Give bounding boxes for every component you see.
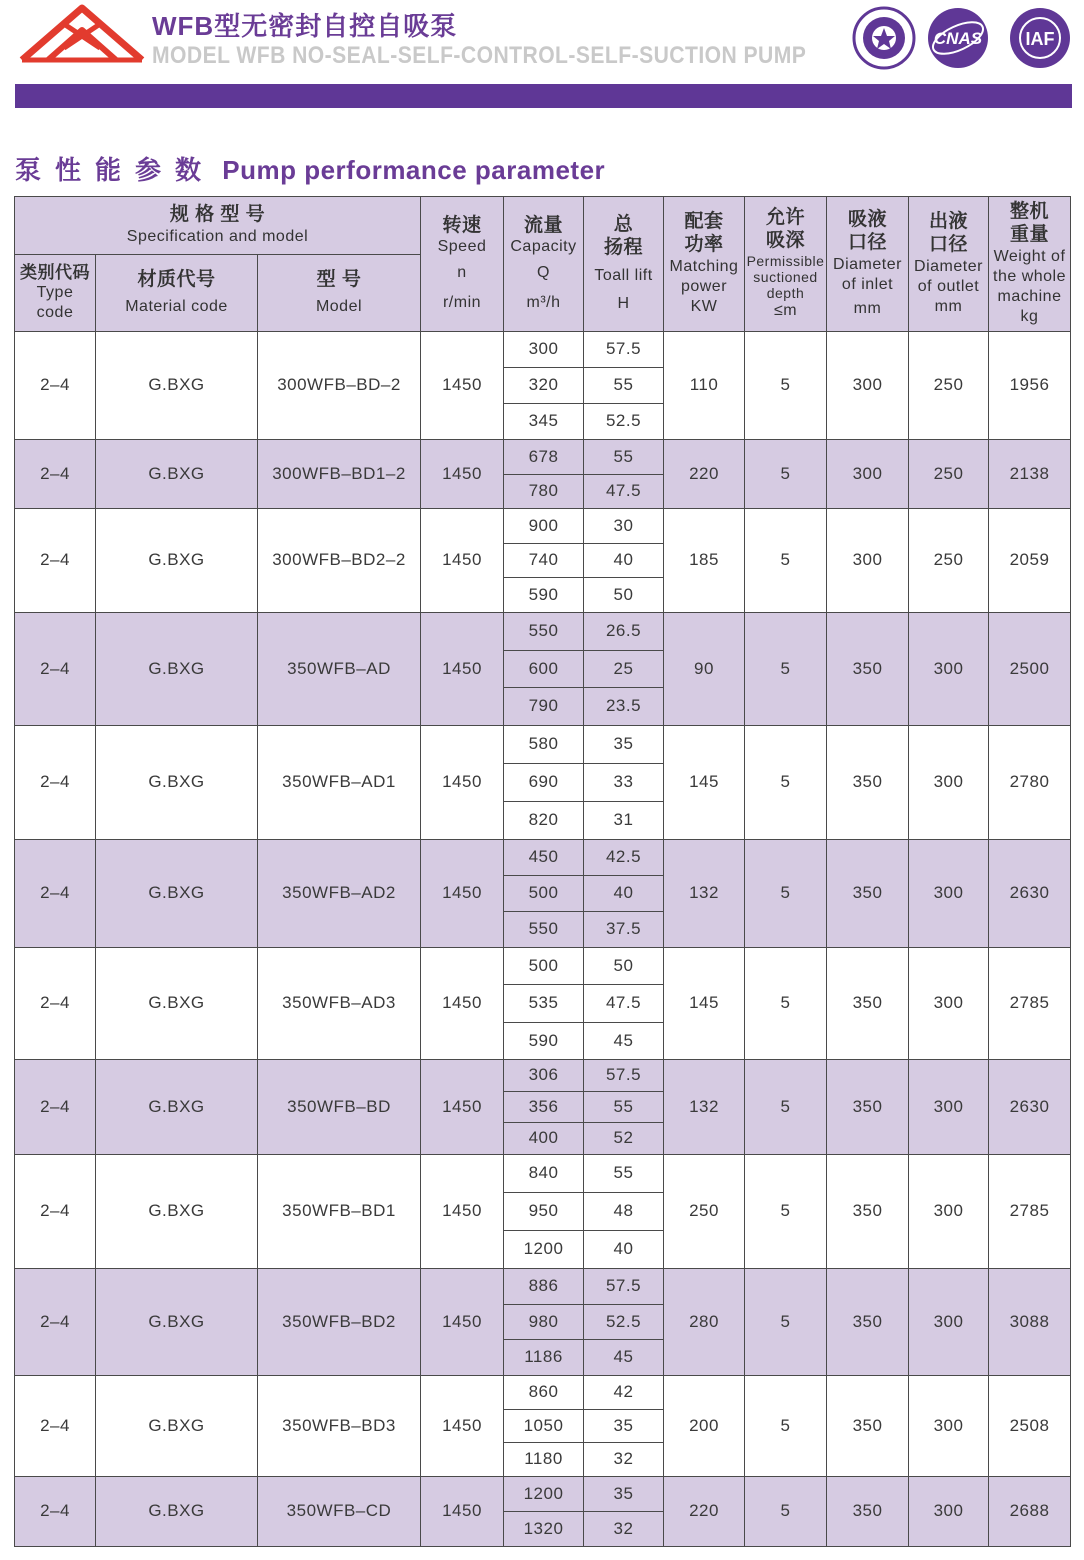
outlet-cell: 250 xyxy=(909,509,989,613)
inlet-cell: 300 xyxy=(827,332,909,440)
capacity-cell: 860 xyxy=(504,1375,584,1409)
material-cell: G.BXG xyxy=(96,509,258,613)
cnas-badge-icon xyxy=(928,8,988,68)
lift-cell: 55 xyxy=(584,1154,664,1192)
type-cell: 2–4 xyxy=(15,1059,96,1154)
header-spec: 规 格 型 号 Specification and model xyxy=(15,197,421,255)
speed-cell: 1450 xyxy=(421,1476,504,1546)
weight-cell: 2508 xyxy=(989,1375,1071,1476)
depth-cell: 5 xyxy=(745,612,827,725)
lift-cell: 31 xyxy=(584,801,664,839)
outlet-cell: 300 xyxy=(909,1059,989,1154)
material-cell: G.BXG xyxy=(96,440,258,509)
capacity-cell: 1320 xyxy=(504,1511,584,1546)
outlet-cell: 300 xyxy=(909,1154,989,1268)
capacity-cell: 306 xyxy=(504,1059,584,1091)
model-cell: 350WFB–BD3 xyxy=(258,1375,421,1476)
capacity-cell: 690 xyxy=(504,763,584,801)
depth-cell: 5 xyxy=(745,509,827,613)
capacity-cell: 740 xyxy=(504,543,584,578)
speed-cell: 1450 xyxy=(421,612,504,725)
material-cell: G.BXG xyxy=(96,332,258,440)
capacity-cell: 590 xyxy=(504,1022,584,1059)
lift-cell: 32 xyxy=(584,1511,664,1546)
capacity-cell: 790 xyxy=(504,688,584,726)
cnas-label: CNAS xyxy=(933,29,983,48)
weight-cell: 2780 xyxy=(989,725,1071,839)
capacity-cell: 980 xyxy=(504,1304,584,1340)
capacity-cell: 450 xyxy=(504,839,584,875)
material-cell: G.BXG xyxy=(96,839,258,947)
lift-cell: 35 xyxy=(584,725,664,763)
speed-cell: 1450 xyxy=(421,839,504,947)
type-cell: 2–4 xyxy=(15,440,96,509)
depth-cell: 5 xyxy=(745,1268,827,1375)
speed-cell: 1450 xyxy=(421,947,504,1059)
lift-cell: 40 xyxy=(584,543,664,578)
power-cell: 145 xyxy=(664,725,745,839)
material-cell: G.BXG xyxy=(96,612,258,725)
header-divider-bar xyxy=(15,84,1072,108)
outlet-cell: 300 xyxy=(909,1476,989,1546)
table-row xyxy=(15,332,1071,368)
iaf-badge-icon xyxy=(1010,8,1070,68)
capacity-cell: 345 xyxy=(504,404,584,440)
lift-cell: 55 xyxy=(584,368,664,404)
type-cell: 2–4 xyxy=(15,839,96,947)
capacity-cell: 590 xyxy=(504,578,584,613)
capacity-cell: 950 xyxy=(504,1192,584,1230)
lift-cell: 35 xyxy=(584,1476,664,1511)
depth-cell: 5 xyxy=(745,1375,827,1476)
lift-cell: 42 xyxy=(584,1375,664,1409)
type-cell: 2–4 xyxy=(15,1476,96,1546)
weight-cell: 2785 xyxy=(989,1154,1071,1268)
inlet-cell: 350 xyxy=(827,1059,909,1154)
speed-cell: 1450 xyxy=(421,1268,504,1375)
table-row xyxy=(15,1154,1071,1192)
lift-cell: 55 xyxy=(584,1091,664,1123)
depth-cell: 5 xyxy=(745,839,827,947)
capacity-cell: 580 xyxy=(504,725,584,763)
capacity-cell: 1200 xyxy=(504,1230,584,1268)
capacity-cell: 678 xyxy=(504,440,584,475)
model-cell: 350WFB–BD2 xyxy=(258,1268,421,1375)
lift-cell: 48 xyxy=(584,1192,664,1230)
capacity-cell: 1186 xyxy=(504,1340,584,1376)
china-cert-seal-icon xyxy=(854,8,914,68)
inlet-cell: 300 xyxy=(827,440,909,509)
power-cell: 200 xyxy=(664,1375,745,1476)
outlet-cell: 300 xyxy=(909,1375,989,1476)
header-power: 配套 功率 Matching power KW xyxy=(664,197,745,332)
lift-cell: 40 xyxy=(584,875,664,911)
inlet-cell: 350 xyxy=(827,1268,909,1375)
capacity-cell: 780 xyxy=(504,474,584,509)
lift-cell: 26.5 xyxy=(584,612,664,650)
inlet-cell: 350 xyxy=(827,612,909,725)
inlet-cell: 350 xyxy=(827,947,909,1059)
model-cell: 350WFB–BD xyxy=(258,1059,421,1154)
material-cell: G.BXG xyxy=(96,1059,258,1154)
weight-cell: 2688 xyxy=(989,1476,1071,1546)
speed-cell: 1450 xyxy=(421,509,504,613)
outlet-cell: 300 xyxy=(909,1268,989,1375)
inlet-cell: 350 xyxy=(827,1375,909,1476)
depth-cell: 5 xyxy=(745,947,827,1059)
table-header xyxy=(15,197,1071,332)
certification-badges xyxy=(852,6,1074,72)
inlet-cell: 350 xyxy=(827,839,909,947)
table-row xyxy=(15,1375,1071,1409)
lift-cell: 50 xyxy=(584,578,664,613)
type-cell: 2–4 xyxy=(15,612,96,725)
lift-cell: 30 xyxy=(584,509,664,544)
model-cell: 350WFB–CD xyxy=(258,1476,421,1546)
outlet-cell: 250 xyxy=(909,332,989,440)
weight-cell: 2630 xyxy=(989,839,1071,947)
power-cell: 250 xyxy=(664,1154,745,1268)
depth-cell: 5 xyxy=(745,1476,827,1546)
type-cell: 2–4 xyxy=(15,1154,96,1268)
header-lift: 总 扬程 Toall lift H xyxy=(584,197,664,332)
material-cell: G.BXG xyxy=(96,947,258,1059)
power-cell: 280 xyxy=(664,1268,745,1375)
weight-cell: 2500 xyxy=(989,612,1071,725)
weight-cell: 2138 xyxy=(989,440,1071,509)
capacity-cell: 300 xyxy=(504,332,584,368)
table-row xyxy=(15,1059,1071,1091)
depth-cell: 5 xyxy=(745,332,827,440)
performance-table-container xyxy=(14,196,1070,1546)
depth-cell: 5 xyxy=(745,725,827,839)
model-cell: 350WFB–AD1 xyxy=(258,725,421,839)
power-cell: 220 xyxy=(664,1476,745,1546)
lift-cell: 33 xyxy=(584,763,664,801)
type-cell: 2–4 xyxy=(15,332,96,440)
model-cell: 350WFB–BD1 xyxy=(258,1154,421,1268)
page-header xyxy=(0,0,1084,110)
capacity-cell: 535 xyxy=(504,985,584,1022)
power-cell: 90 xyxy=(664,612,745,725)
power-cell: 132 xyxy=(664,1059,745,1154)
lift-cell: 52 xyxy=(584,1123,664,1155)
speed-cell: 1450 xyxy=(421,1375,504,1476)
lift-cell: 23.5 xyxy=(584,688,664,726)
header-type-code: 类别代码 Type code xyxy=(15,255,96,332)
capacity-cell: 1200 xyxy=(504,1476,584,1511)
outlet-cell: 300 xyxy=(909,947,989,1059)
power-cell: 145 xyxy=(664,947,745,1059)
lift-cell: 57.5 xyxy=(584,1059,664,1091)
speed-cell: 1450 xyxy=(421,725,504,839)
lift-cell: 52.5 xyxy=(584,404,664,440)
iaf-label: IAF xyxy=(1025,29,1055,49)
depth-cell: 5 xyxy=(745,1059,827,1154)
speed-cell: 1450 xyxy=(421,1059,504,1154)
capacity-cell: 356 xyxy=(504,1091,584,1123)
material-cell: G.BXG xyxy=(96,1375,258,1476)
header-material: 材质代号 Material code xyxy=(96,255,258,332)
type-cell: 2–4 xyxy=(15,725,96,839)
table-row xyxy=(15,947,1071,984)
table-row xyxy=(15,509,1071,544)
lift-cell: 57.5 xyxy=(584,1268,664,1304)
capacity-cell: 900 xyxy=(504,509,584,544)
capacity-cell: 886 xyxy=(504,1268,584,1304)
inlet-cell: 350 xyxy=(827,1476,909,1546)
title-english: MODEL WFB NO-SEAL-SELF-CONTROL-SELF-SUCTION PUMP xyxy=(152,42,807,69)
capacity-cell: 1050 xyxy=(504,1409,584,1443)
table-row xyxy=(15,725,1071,763)
table-row xyxy=(15,1268,1071,1304)
header-inlet: 吸液 口径 Diameter of inlet mm xyxy=(827,197,909,332)
lift-cell: 47.5 xyxy=(584,474,664,509)
type-cell: 2–4 xyxy=(15,1268,96,1375)
table-row xyxy=(15,440,1071,475)
lift-cell: 47.5 xyxy=(584,985,664,1022)
depth-cell: 5 xyxy=(745,440,827,509)
lift-cell: 42.5 xyxy=(584,839,664,875)
model-cell: 350WFB–AD2 xyxy=(258,839,421,947)
outlet-cell: 300 xyxy=(909,725,989,839)
table-row xyxy=(15,1476,1071,1511)
material-cell: G.BXG xyxy=(96,1154,258,1268)
outlet-cell: 300 xyxy=(909,839,989,947)
power-cell: 110 xyxy=(664,332,745,440)
capacity-cell: 550 xyxy=(504,612,584,650)
model-cell: 300WFB–BD–2 xyxy=(258,332,421,440)
weight-cell: 1956 xyxy=(989,332,1071,440)
material-cell: G.BXG xyxy=(96,1268,258,1375)
section-title-en: Pump performance parameter xyxy=(222,155,606,185)
speed-cell: 1450 xyxy=(421,1154,504,1268)
lift-cell: 57.5 xyxy=(584,332,664,368)
speed-cell: 1450 xyxy=(421,332,504,440)
lift-cell: 52.5 xyxy=(584,1304,664,1340)
lift-cell: 45 xyxy=(584,1022,664,1059)
speed-cell: 1450 xyxy=(421,440,504,509)
lift-cell: 45 xyxy=(584,1340,664,1376)
header-capacity: 流量 Capacity Q m³/h xyxy=(504,197,584,332)
lift-cell: 40 xyxy=(584,1230,664,1268)
type-cell: 2–4 xyxy=(15,947,96,1059)
power-cell: 220 xyxy=(664,440,745,509)
power-cell: 185 xyxy=(664,509,745,613)
weight-cell: 3088 xyxy=(989,1268,1071,1375)
inlet-cell: 350 xyxy=(827,1154,909,1268)
outlet-cell: 250 xyxy=(909,440,989,509)
capacity-cell: 1180 xyxy=(504,1443,584,1477)
header-outlet: 出液 口径 Diameter of outlet mm xyxy=(909,197,989,332)
table-row xyxy=(15,839,1071,875)
capacity-cell: 320 xyxy=(504,368,584,404)
inlet-cell: 350 xyxy=(827,725,909,839)
inlet-cell: 300 xyxy=(827,509,909,613)
lift-cell: 55 xyxy=(584,440,664,475)
performance-table xyxy=(14,196,1071,1547)
header-speed: 转速 Speed n r/min xyxy=(421,197,504,332)
type-cell: 2–4 xyxy=(15,1375,96,1476)
table-body xyxy=(15,332,1071,1547)
company-logo-icon xyxy=(18,4,146,68)
lift-cell: 32 xyxy=(584,1443,664,1477)
weight-cell: 2630 xyxy=(989,1059,1071,1154)
model-cell: 300WFB–BD2–2 xyxy=(258,509,421,613)
material-cell: G.BXG xyxy=(96,1476,258,1546)
title-chinese: WFB型无密封自控自吸泵 xyxy=(152,11,458,41)
capacity-cell: 820 xyxy=(504,801,584,839)
lift-cell: 25 xyxy=(584,650,664,688)
model-cell: 350WFB–AD xyxy=(258,612,421,725)
capacity-cell: 550 xyxy=(504,911,584,947)
weight-cell: 2785 xyxy=(989,947,1071,1059)
header-weight: 整机 重量 Weight of the whole machine kg xyxy=(989,197,1071,332)
table-row xyxy=(15,612,1071,650)
header-depth: 允许 吸深 Permissible suctioned depth ≤m xyxy=(745,197,827,332)
model-cell: 300WFB–BD1–2 xyxy=(258,440,421,509)
section-title-cn: 泵性能参数 xyxy=(15,155,216,185)
capacity-cell: 500 xyxy=(504,947,584,984)
depth-cell: 5 xyxy=(745,1154,827,1268)
lift-cell: 37.5 xyxy=(584,911,664,947)
model-cell: 350WFB–AD3 xyxy=(258,947,421,1059)
capacity-cell: 840 xyxy=(504,1154,584,1192)
weight-cell: 2059 xyxy=(989,509,1071,613)
material-cell: G.BXG xyxy=(96,725,258,839)
capacity-cell: 400 xyxy=(504,1123,584,1155)
power-cell: 132 xyxy=(664,839,745,947)
header-model: 型 号 Model xyxy=(258,255,421,332)
section-title xyxy=(15,150,605,187)
lift-cell: 50 xyxy=(584,947,664,984)
lift-cell: 35 xyxy=(584,1409,664,1443)
outlet-cell: 300 xyxy=(909,612,989,725)
capacity-cell: 600 xyxy=(504,650,584,688)
type-cell: 2–4 xyxy=(15,509,96,613)
capacity-cell: 500 xyxy=(504,875,584,911)
